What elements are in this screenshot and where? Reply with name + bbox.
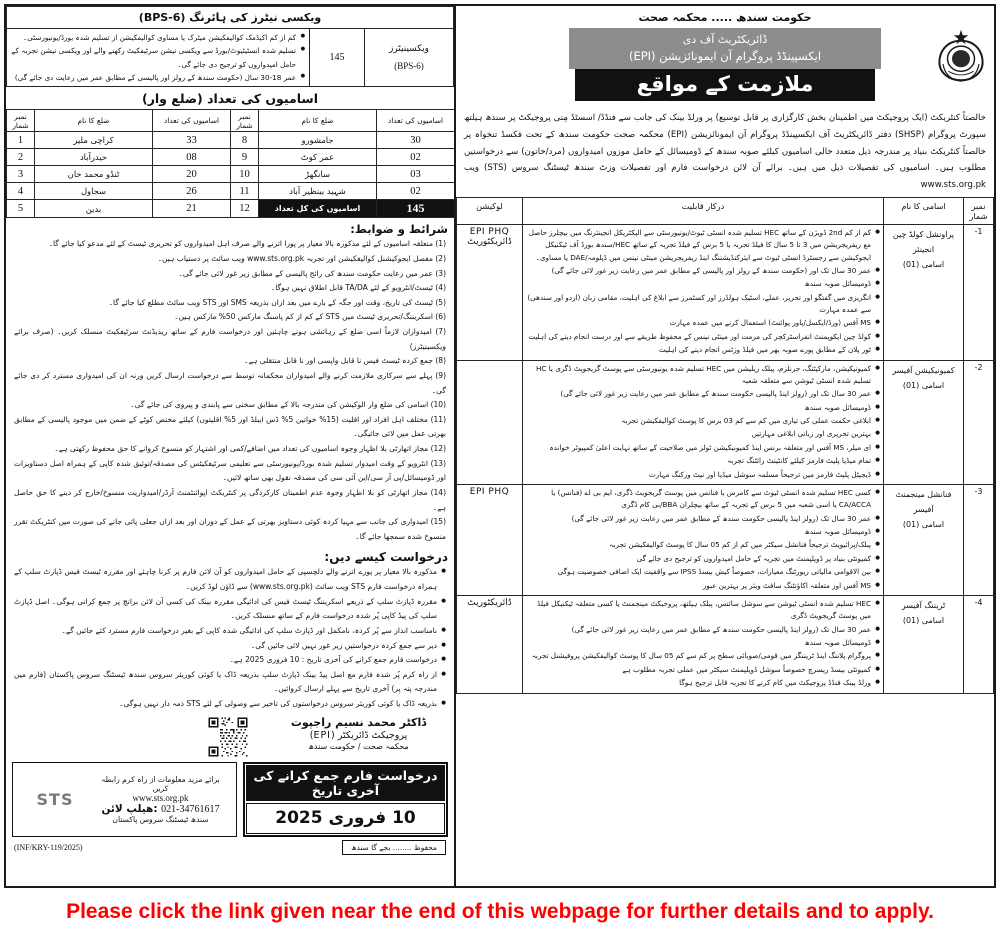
criteria-item: ● کم از کم اکیڈمک کوالیفکیشن میٹرک یا مساوی کوالیفکیشن از تسلیم شدہ بورڈ/یونیورسٹی۔ [11, 31, 305, 44]
qualification-item: ● ابلاغی حکمت عملی کی تیاری میں کم سے کم 03 برس کا پوسٹ کوالیفکیشن تجربہ [526, 415, 880, 427]
row-post-name [884, 595, 964, 693]
left-district: سانگھڑ [259, 166, 377, 183]
directorate-band [569, 28, 881, 69]
row-qualification [523, 360, 884, 484]
condition-item: (5) ٹیسٹ کی تاریخ، وقت اور جگہ کے بارے میں بعد ازاں بذریعہ SMS اور STS ویب سائٹ مطلع کیا جائے گا۔ [108, 297, 446, 307]
col-district-left: ضلع کا نام [259, 110, 377, 132]
table-row [457, 360, 994, 484]
vaccinator-post-cell [365, 29, 454, 87]
government-line: حکومت سندھ ..... محکمہ صحت [638, 11, 812, 24]
col-sr: نمبر شمار [964, 197, 994, 224]
sindh-government-emblem [934, 28, 988, 84]
post-count: اسامی (01) [902, 616, 945, 626]
signature-row [6, 714, 454, 758]
footer-boxes [6, 758, 454, 837]
qualification-item: ● کم از کم 2nd ڈویژن کے ساتھ HEC تسلیم شدہ انسٹی ٹیوٹ/یونیورسٹی سے الیکٹریکل انجینئرنگ میں بیچلرز حاصل مع ریفریجریشن میں 3 تا 5 سال کا فیلڈ تجربہ یا 5 برس کے فیلڈ تجربہ کے ساتھ HEC/سندھ بورڈ آف ٹیکنیکل ایجوکیشن سے رجسٹرڈ انسٹی ٹیوٹ سے ایئرکنڈیشننگ اینڈ ریفریجریشن مینٹی نینس میں ڈپلومہ/DAE یا مساوی۔ [526, 227, 880, 264]
qualification-item: ● بین الاقوامی مالیاتی رپورٹنگ معیارات، خصوصاً کیش بیسڈ IPSS سے واقفیت ایک اضافی خصوصیت ہوگی [526, 566, 880, 578]
post-title: کمیونیکیشن آفیسر [892, 365, 955, 375]
condition-item: (1) متعلقہ اسامیوں کے لئے مذکورہ بالا معیار پر پورا اترنے والے صرف اہل امیدواروں کو تحریری ٹیسٹ کے لئے مدعو کیا جائے گا۔ [48, 239, 446, 249]
directorate-line-1: ڈائریکٹریٹ آف دی [682, 33, 768, 46]
col-qualification: درکار قابلیت [523, 197, 884, 224]
header-block [456, 26, 994, 105]
qualification-item: ● عمر 30 سال تک اور (رولز اینڈ پالیسی حکومت سندھ کے مطابق عمر میں رعایت زیر غور لائی جائے گی) [526, 388, 880, 400]
total-value: 145 [377, 200, 455, 218]
row-qualification [523, 224, 884, 360]
qualification-item: ● ڈومیسائل صوبہ سندھ [526, 637, 880, 649]
left-count: 02 [377, 183, 455, 200]
apply-list [6, 565, 454, 713]
signature-block [271, 716, 446, 751]
right-district: سجاول [35, 183, 153, 200]
table-row [7, 183, 455, 200]
qualification-item: ● ڈومیسائل صوبہ سندھ [526, 526, 880, 538]
district-header-row [7, 110, 455, 132]
qualification-item: ● MS آفس (ورڈ/ایکسل/پاور پوائنٹ) استعمال کرنے میں عمدہ مہارت [526, 317, 880, 329]
condition-item: (11) مختلف اہل افراد اور اقلیت (15% خواتین 5% ڈس ایبلڈ اور 5% اقلیتوں) کیلئے مختص کوٹے کے ضمن میں موجود پالیسی کے مطابق بھرتی عمل میں لائی جائیگی۔ [14, 414, 446, 439]
row-post-name [884, 224, 964, 360]
left-sr: 10 [231, 166, 259, 183]
post-title: پراونشل کولڈ چین انجینئر [892, 229, 955, 254]
post-title: ٹریننگ آفیسر [901, 600, 946, 610]
condition-item: (3) عمر میں رعایت حکومت سندھ کی رائج پالیسی کے مطابق زیر غور لائی جائے گی۔ [178, 268, 446, 278]
right-count: 20 [153, 166, 231, 183]
col-count-right: اسامیوں کی تعداد [153, 110, 231, 132]
signatory-designation: پروجیکٹ ڈائریکٹر (EPI) [309, 729, 408, 741]
right-count: 21 [153, 200, 231, 218]
helpline-row: 021-34761617 :ھیلپ لائن [101, 802, 220, 815]
apply-item: ● مذکورہ بالا معیار پر پورے اترنے والے دلچسپی کے حامل امیدواروں کو آن لائن فارم پر کرنا چاہئے اور مقررہ ٹیسٹ فیس ڈپازٹ سلپ کے ہمراہ درخواست فارم STS ویب سائٹ (www.sts.org.pk) سے ڈاؤن لوڈ کریں۔ [14, 565, 446, 594]
district-table [6, 109, 455, 218]
helpline-website[interactable]: www.sts.org.pk [132, 792, 189, 803]
vaccinator-post-name: ویکسینیٹرز [388, 44, 430, 55]
qualification-item: ● تمام میڈیا پلیٹ فارمز کیلئے کانٹینٹ رائٹنگ تجربہ [526, 455, 880, 467]
table-row [7, 132, 455, 149]
apply-item: ● درخواست فارم جمع کرانے کی آخری تاریخ : 10 فروری 2025 ہے۔ [14, 653, 446, 668]
condition-item: (15) امیدواری کی جانب سے مہیا کردہ کوئی دستاویز بھرتی کے عمل کے دوران اور بعد ازاں جعلی پائی جانے کی صورت میں کنٹریکٹ تقرر منسوخ شدہ سمجھا جائے گا۔ [14, 517, 446, 541]
deadline-title: درخواست فارم جمع کرانے کی آخری تاریخ [246, 765, 445, 801]
helpline-phone[interactable]: 021-34761617 [161, 803, 220, 815]
post-title: فنانشل مینجمنٹ آفیسر [895, 489, 952, 515]
left-count: 03 [377, 166, 455, 183]
table-total-row [7, 200, 455, 218]
col-district-right: ضلع کا نام [35, 110, 153, 132]
post-count: اسامی (01) [902, 380, 945, 390]
left-sr: 8 [231, 132, 259, 149]
col-post-name: اسامی کا نام [884, 197, 964, 224]
right-sr: 3 [7, 166, 35, 183]
vaccinator-count: 145 [310, 29, 365, 87]
row-sr: -4 [964, 595, 994, 693]
row-location: EPI PHQ [457, 484, 523, 595]
condition-item: (9) پہلے سے سرکاری ملازمت کرنے والے امیدواران محکمانہ توسط سے درخواست ارسال کریں ورنہ ان کی امیدواری مسترد کر دی جائے گی۔ [14, 370, 446, 395]
conditions-heading: شرائط و ضوابط: [350, 222, 448, 237]
conditions-list [6, 237, 454, 546]
directorate-line-2: ایکسپینڈڈ پروگرام آن ایمونائزیشن (EPI) [628, 49, 822, 63]
condition-item: (10) اسامی کی ضلع وار الوکیشن کی مندرجہ بالا کے مطابق سختی سے پابندی و پیروی کی جائے گی۔ [130, 400, 446, 410]
inf-code: (INF/KRY-119/2025) [14, 842, 83, 852]
qualification-item: ● HEC تسلیم شدہ انسٹی ٹیوشن سے سوشل سائنس، پبلک ہیلتھ، پروجیکٹ مینجمنٹ یا کسی متعلقہ ٹیکنیکل فیلڈ میں پوسٹ گریجویٹ ڈگری [526, 598, 880, 623]
row-location [457, 360, 523, 484]
vaccinators-title: ویکسی نیٹرز کی ہائرنگ (BPS-6) [7, 7, 454, 29]
row-qualification [523, 484, 884, 595]
right-column [454, 6, 994, 886]
left-count: 30 [377, 132, 455, 149]
qualification-item: ● ڈومیسائل صوبہ سندھ [526, 402, 880, 414]
apply-item: ● بذریعہ ڈاک یا کوئی کوریئر سروس درخواستوں کی تاخیر سے وصولی کے لئے STS ذمہ دار نہیں ہوگی۔ [14, 697, 446, 712]
row-location: EPI PHQ ڈائریکٹوریٹ [457, 224, 523, 360]
district-section-title: اسامیوں کی تعداد (ضلع وار) [141, 91, 318, 107]
right-district: کراچی ملیر [35, 132, 153, 149]
helpline-info: برائے مزید معلومات از راہ کرم رابطہ کریں [101, 774, 220, 793]
right-district: بدین [35, 200, 153, 218]
qualification-item: ● پبلک/پرائیویٹ ترجیحاً فنانشل سیکٹر میں کم از کم 05 سال کا پوسٹ کوالیفکیشن تجربہ [526, 539, 880, 551]
qualification-item: ● ڈیجیٹل پلیٹ فارمز میں ترجیحاً مسلمہ سوشل میڈیا اور نیٹ ورکنگ مہارت [526, 469, 880, 481]
main-title: ملازمت کے مواقع [575, 69, 875, 101]
table-row [7, 149, 455, 166]
condition-item: (2) مفصل ایجوکیشنل کوالیفکیشن اور تجربہ www.sts.org.pk ویب سائٹ پر دستیاب ہیں۔ [157, 253, 446, 263]
advertisement-frame [4, 4, 996, 888]
right-district: ٹنڈو محمد خان [35, 166, 153, 183]
col-count-left: اسامیوں کی تعداد [377, 110, 455, 132]
total-label: اسامیوں کی کل تعداد [259, 200, 377, 218]
right-sr: 5 [7, 200, 35, 218]
condition-item: (14) مجاز اتھارٹی کو بلا اظہار وجوہ عدم اطمینان کارکردگی پر کنٹریکٹ اپوائنٹمنٹ آرڈر/امیدواریت منسوخ/خارج کر دینے کا حق حاصل ہے۔ [14, 487, 446, 512]
vaccinator-criteria [7, 29, 310, 87]
sts-logo [21, 790, 89, 809]
right-sr: 2 [7, 149, 35, 166]
left-sr: 11 [231, 183, 259, 200]
right-sr: 1 [7, 132, 35, 149]
sts-logo-text: STS [36, 789, 74, 809]
row-qualification [523, 595, 884, 693]
table-row [7, 166, 455, 183]
right-count: 33 [153, 132, 231, 149]
vaccinators-table [6, 6, 454, 87]
right-count: 08 [153, 149, 231, 166]
criteria-item: ● تسلیم شدہ انسٹیٹیوٹ/بورڈ سے ویکسی نیشن سرٹیفکیٹ رکھنے والے اور ویکسی نیشن تجربہ کے حامل امیدواروں کو ترجیح دی جائے گی۔ [11, 44, 305, 71]
deadline-value: 10 فروری 2025 [246, 803, 445, 834]
condition-item: (13) انٹرویو کے وقت امیدوار تسلیم شدہ بورڈ/یونیورسٹی سے تعلیمی سرٹیفکیٹس کی مصدقہ/توثیق شدہ کاپی کے ہمراہ اصل دستاویزات اور ڈومیسائل/پی آر سی/این آئی سی کی مصدقہ نقول بھی ساتھ لائیں۔ [14, 458, 446, 483]
signatory-name: ڈاکٹر محمد نسیم راجپوت [290, 715, 427, 729]
qualification-item: ● عمر 30 سال تک اور (حکومت سندھ کے رولز اور پالیسی کے مطابق عمر میں رعایت زیر غور لائی جائے گی) [526, 265, 880, 277]
left-district: جامشورو [259, 132, 377, 149]
row-post-name [884, 360, 964, 484]
table-row [457, 595, 994, 693]
row-post-name [884, 484, 964, 595]
apply-item: ● دیر سے جمع کردہ درخواستیں زیر غور نہیں لائی جائیں گی۔ [14, 639, 446, 654]
qualification-item: ● ڈومیسائل صوبہ سندھ [526, 278, 880, 290]
condition-item: (4) ٹیسٹ/انٹرویو کے لئے TA/DA قابل اطلاق نہیں ہوگا۔ [270, 283, 446, 293]
right-district: حیدرآباد [35, 149, 153, 166]
left-district: شہید بینظیر آباد [259, 183, 377, 200]
qualification-item: ● عمر 30 سال تک (رولز اینڈ پالیسی حکومت سندھ کے مطابق عمر میں رعایت زیر غور لائی جائے گی) [526, 624, 880, 636]
right-sr: 4 [7, 183, 35, 200]
qualification-item: ● بہترین تحریری اور زبانی ابلاغی مہارتیں [526, 428, 880, 440]
qualification-item: ● کسی HEC تسلیم شدہ انسٹی ٹیوٹ سے کامرس یا فنانس میں پوسٹ گریجویٹ ڈگری، ایم بی اے (فنانس) یا CA/ACCA یا اسی شعبہ میں 5 برس کے تجربہ کے ساتھ بیچلران BBA/بی کام ڈگری [526, 487, 880, 512]
deadline-box [243, 762, 448, 837]
apply-item: ● از راہ کرم پُر شدہ فارم مع اصل پیڈ بینک ڈپازٹ سلپ بذریعہ ڈاک یا کوئی کوریئر سروس سندھ ٹیسٹنگ سروس پاکستان (فارم میں مندرجہ پتہ پر) آخری تاریخ سے پہلے ارسال کروائیں۔ [14, 668, 446, 697]
qualification-item: ● ٹور پلان کے مطابق پورے صوبہ بھر میں فیلڈ وزٹس انجام دینے کی اہلیت [526, 344, 880, 356]
click-link-notice: Please click the link given near the end of this webpage for further details and to apply. [66, 900, 934, 923]
condition-item: (12) مجاز اتھارٹی بلا اظہار وجوہ اسامیوں کی تعداد میں اضافے/کمی اور اشتہار کو منسوخ کروانے کا حق محفوظ رکھتی ہے۔ [54, 444, 446, 453]
vaccinators-title-row [7, 7, 454, 29]
row-sr: -2 [964, 360, 994, 484]
col-sr-right: نمبر شمار [7, 110, 35, 132]
post-count: اسامی (01) [902, 260, 945, 270]
condition-item: (6) اسکریننگ/تحریری ٹیسٹ میں STS کے کم از کم پاسنگ مارکس 50% مارکس ہیں۔ [174, 312, 446, 322]
left-sr: 9 [231, 149, 259, 166]
post-count: اسامی (01) [902, 520, 945, 530]
row-location: ڈائریکٹوریٹ [457, 595, 523, 693]
row-sr: -1 [964, 224, 994, 360]
address-box: محفوظ ........ بجے گا سندھ [342, 840, 446, 855]
right-count: 26 [153, 183, 231, 200]
criteria-item: ● عمر 18-30 سال (حکومت سندھ کے رولز اور پالیسی کے مطابق عمر میں رعایت دی جائے گی) [11, 71, 305, 84]
helpline-text [93, 775, 228, 824]
helpline-org: سندھ ٹیسٹنگ سروس پاکستان [112, 814, 209, 824]
left-sr: 12 [231, 200, 259, 218]
table-row [457, 224, 994, 360]
qualification-item: ● کمیونٹی بنیاد پر ڈویلپمنٹ میں تجربہ کے حامل امیدواروں کو ترجیح دی جائے گی [526, 553, 880, 565]
qualification-item: ● MS آفس اور متعلقہ اکاؤنٹنگ سافٹ ویئر پر بہترین عبور [526, 580, 880, 592]
table-row [457, 484, 994, 595]
col-location: لوکیشن [457, 197, 523, 224]
intro-paragraph: خالصتاً کنٹریکٹ (ایک پروجیکٹ میں اطمینان بخش کارگزاری پر قابل توسیع) پر ورلڈ بینک کی جانب سے فنڈڈ/ اسسٹڈ مِنی پروجیکٹ پر سندھ ہیلتھ سپورٹ پروگرام (SHSP) دفتر ڈائریکٹریٹ آف ایکسپینڈڈ پروگرام آن ایمونائزیشن (EPI) محکمہ صحت حکومت سندھ کے تحت فکسڈ تنخواہ پر خالصتاً کنٹریکٹ بنیاد پر مندرجہ ذیل متعدد خالی اسامیوں کیلئے صوبہ سندھ کے ڈومیسائل کے حامل موزوں امیدواروں (مرد/خاتون) سے درخواستیں مطلوب ہیں۔ اسامیوں کی تفصیلات ذیل میں ہیں۔ برائے آن لائن درخواست فارم اور تفصیلات وزٹ سندھ ٹیسٹنگ سروس (STS) ویب www.sts.org.pk [464, 113, 987, 190]
posts-table-header-row [457, 197, 994, 224]
left-column [6, 6, 454, 886]
apply-heading: درخواست کیسے دیں: [324, 550, 448, 565]
vaccinators-data-row [7, 29, 454, 87]
qualification-item: ● کمیونٹی بیسڈ ریسرچ خصوصاً سوشل ڈویلپمنٹ سیکٹر میں عملی تجربہ مطلوب ہے [526, 664, 880, 676]
apply-item: ● نامناسب انداز سے پُر کردہ، نامکمل اور ڈپازٹ سلپ کی ادائیگی شدہ کاپی کے بغیر درخواست فارم مسترد کئے جائیں گے۔ [14, 624, 446, 639]
helpline-label: ھیلپ لائن [101, 802, 154, 815]
left-count: 02 [377, 149, 455, 166]
qualification-item: ● ورلڈ بینک فنڈڈ پروجیکٹ میں کام کرنے کا تجربہ قابل ترجیح ہوگا [526, 677, 880, 689]
qualification-item: ● ای میلر، MS آفس اور متعلقہ برنس اینڈ کمیونیکیشن ٹولز میں صلاحیت کے ساتھ نہایت اعلیٰ کمپیوٹر خواندہ [526, 442, 880, 454]
signatory-department: محکمہ صحت / حکومت سندھ [308, 741, 409, 751]
condition-item: (7) امیدواران لازماً اسی ضلع کے رہائشی ہونے چاہئیں اور درخواست فارم کے ساتھ ریذیڈنٹ سرٹیفکیٹ منسلک کریں۔ (صرف برائے ویکسینیٹرز) [14, 327, 446, 351]
helpline-box [12, 762, 237, 837]
left-district: عمر کوٹ [259, 149, 377, 166]
qualification-item: ● کمیونیکیشن، مارکیٹنگ، جرنلزم، پبلک ریلیشن میں HEC تسلیم شدہ یونیورسٹی سے پوسٹ گریجویٹ ڈگری یا HC تسلیم شدہ انسٹی ٹیوشن سے متعلقہ شعبہ [526, 363, 880, 388]
vaccinator-bps: (BPS-6) [394, 60, 424, 71]
apply-item: ● مقررہ ڈپازٹ سلپ کے ذریعے اسکریننگ ٹیسٹ فیس کی ادائیگی مقررہ بینک کی کسی آن لائن برانچ پر جمع کرانی ہوگی۔ اصل ڈپازٹ سلپ کی پیڈ کاپی پُر شدہ درخواست فارم کے ساتھ منسلک کریں۔ [14, 595, 446, 624]
condition-item: (8) جمع کردہ ٹیسٹ فیس نا قابل واپسی اور نا قابل منتقلی ہے۔ [244, 356, 446, 366]
qualification-item: ● کولڈ چین ایکوپمنٹ انفراسٹرکچر کی مرمت اور مینٹی نینس کے محفوظ طریقے سے اور درست انجام دینے کی اہلیت [526, 331, 880, 343]
qr-code[interactable] [207, 716, 249, 758]
row-sr: -3 [964, 484, 994, 595]
inf-row [6, 837, 454, 855]
qualification-item: ● عمر 30 سال تک (رولز اینڈ پالیسی حکومت سندھ کے مطابق عمر میں رعایت زیر غور لائی جائے گی) [526, 513, 880, 525]
col-sr-left: نمبر شمار [231, 110, 259, 132]
qualification-item: ● انگریزی میں گفتگو اور تحریر، عملے، اسٹیک ہولڈرز اور کسٹمرز سے ابلاغ کی اہلیت، مقامی زبان (اردو اور سندھی) سے عمدہ مہارت [526, 292, 880, 317]
posts-table [456, 197, 994, 694]
qualification-item: ● پروگرام پلاننگ اینڈ ٹریننگز میں قومی/صوبائی سطح پر کم سے کم 05 سال کا پوسٹ کوالیفکیشن پروفیشنل تجربہ [526, 650, 880, 662]
